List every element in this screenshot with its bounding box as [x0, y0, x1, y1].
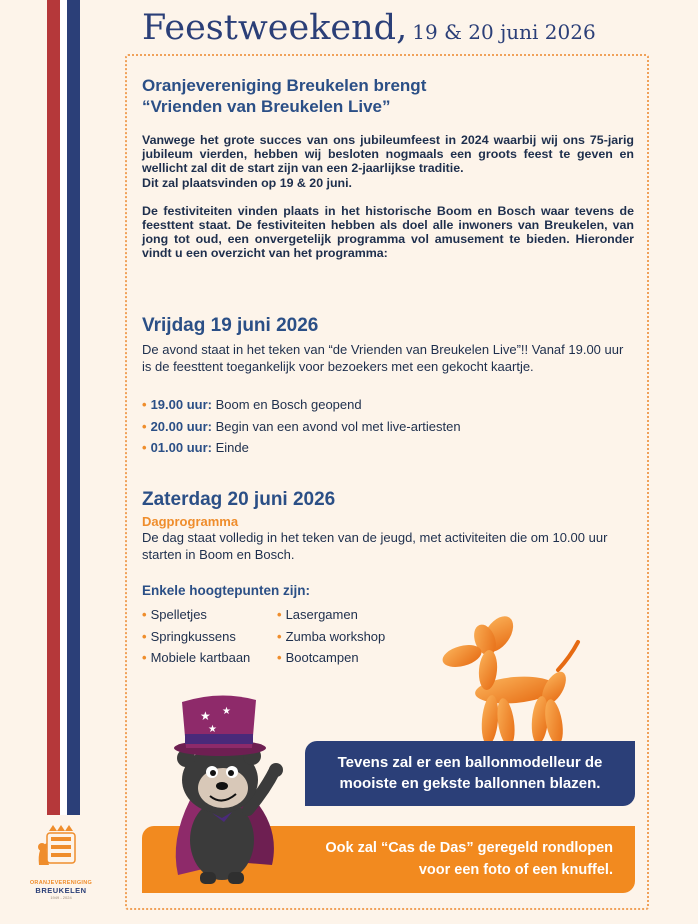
highlights-title: Enkele hoogtepunten zijn: [142, 583, 310, 598]
bullet-icon: • [277, 628, 282, 644]
flag-stripe-blue [67, 0, 80, 815]
highlight-label: Lasergamen [285, 607, 358, 622]
highlight-label: Bootcampen [285, 650, 359, 665]
highlight-label: Mobiele kartbaan [150, 650, 251, 665]
list-item [142, 604, 250, 626]
friday-title: Vrijdag 19 juni 2026 [142, 315, 319, 336]
schedule-time: 01.00 uur: [150, 440, 212, 455]
mascot-callout-line1: Ook zal “Cas de Das” geregeld rondlopen [325, 840, 613, 856]
schedule-item [142, 437, 461, 459]
svg-text:★: ★ [200, 709, 211, 723]
flag-stripe-white [60, 0, 67, 815]
schedule-desc: Begin van een avond vol met live-artiesten [215, 418, 461, 434]
schedule-time: 20.00 uur: [150, 418, 212, 434]
logo-word-2: BREUKELEN [35, 886, 87, 895]
schedule-item [142, 416, 461, 438]
org-title [142, 75, 634, 117]
bullet-icon: • [277, 650, 282, 665]
intro-section [142, 75, 634, 261]
bullet-icon: • [277, 607, 282, 622]
saturday-title: Zaterdag 20 juni 2026 [142, 489, 336, 510]
intro-paragraph-1-date: Dit zal plaatsvinden op 19 & 20 juni. [142, 175, 352, 190]
page-title [142, 8, 596, 48]
intro-paragraph-2: De festiviteiten vinden plaats in het historische Boom en Bosch waar tevens de feesttent staat. De festiviteiten hebben als doel alle inwoners van Breukelen, van jong tot oud, een onvergetelijk programma vol amusement te bieden. Hieronder vindt u een overzicht van het programma: [142, 203, 634, 261]
bullet-icon: • [142, 650, 147, 665]
oranjevereniging-logo [26, 825, 96, 915]
schedule-item [142, 394, 461, 416]
lion-crest-icon [31, 825, 91, 875]
highlight-label: Springkussens [150, 628, 236, 644]
saturday-text: De dag staat volledig in het teken van de jeugd, met activiteiten die om 10.00 uur starten in Boom en Bosch. [142, 530, 608, 562]
bullet-icon: • [142, 440, 147, 455]
friday-text: De avond staat in het teken van “de Vrienden van Breukelen Live”!! Vanaf 19.00 uur is de feesttent toegankelijk voor bezoekers met een gekocht kaartje. [142, 342, 624, 374]
highlights-column-2 [277, 604, 385, 669]
list-item [277, 626, 385, 648]
bullet-icon: • [142, 607, 147, 622]
schedule-desc: Einde [215, 440, 249, 455]
logo-word-1: ORANJEVERENIGING [29, 880, 93, 886]
org-title-line2: “Vrienden van Breukelen Live” [142, 97, 391, 116]
schedule-time: 19.00 uur: [150, 397, 212, 412]
balloon-dog-icon [440, 612, 585, 752]
svg-text:★: ★ [222, 706, 231, 717]
balloon-callout-line2: mooiste en gekste ballonnen blazen. [339, 775, 601, 792]
intro-text [142, 133, 634, 261]
flag-stripe-red [47, 0, 60, 815]
saturday-subtitle: Dagprogramma [142, 514, 239, 529]
saturday-section [142, 489, 634, 563]
highlight-label: Spelletjes [150, 607, 207, 622]
list-item [142, 626, 250, 648]
logo-word-3: 1949 - 2024 [50, 895, 72, 900]
highlights-column-1 [142, 604, 250, 669]
list-item [277, 647, 385, 669]
list-item [142, 647, 250, 669]
svg-text:★: ★ [208, 724, 217, 735]
list-item [277, 604, 385, 626]
bullet-icon: • [142, 418, 147, 434]
title-main: Feestweekend, [142, 8, 408, 48]
bullet-icon: • [142, 397, 147, 412]
intro-paragraph-1-text: Vanwege het grote succes van ons jubileumfeest in 2024 waarbij wij ons 75-jarig jubileum vierden, hebben wij besloten nogmaals een groots feest te geven en wellicht zal dit de start zijn van een 2-jaarlijkse traditie. [142, 133, 634, 176]
title-date: 19 & 20 juni 2026 [412, 20, 596, 44]
friday-section [142, 315, 634, 375]
intro-paragraph-1 [142, 133, 634, 190]
mascot-callout-line2: voor een foto of een knuffel. [418, 862, 613, 878]
balloon-callout-line1: Tevens zal er een ballonmodelleur de [337, 754, 603, 771]
badger-mascot-icon [160, 690, 290, 890]
bullet-icon: • [142, 628, 147, 644]
friday-schedule [142, 394, 461, 459]
balloon-callout [305, 741, 635, 806]
org-title-line1: Oranjevereniging Breukelen brengt [142, 76, 427, 95]
highlight-label: Zumba workshop [285, 628, 386, 644]
schedule-desc: Boom en Bosch geopend [215, 397, 362, 412]
